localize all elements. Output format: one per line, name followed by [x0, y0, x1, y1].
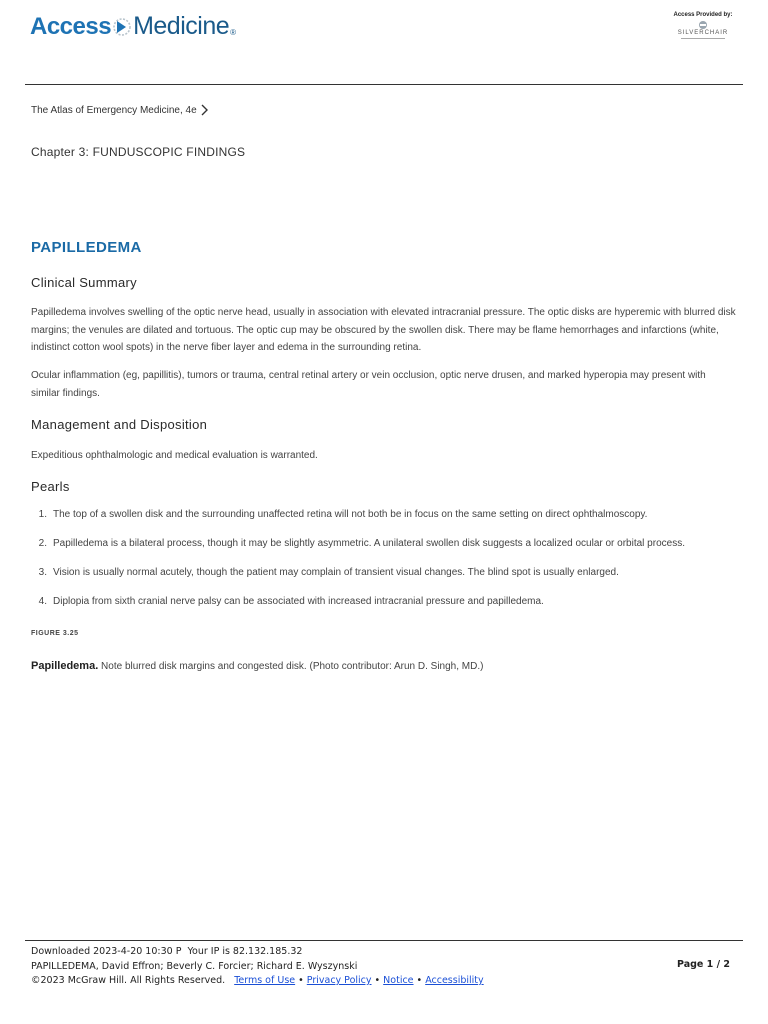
- list-item: [31, 596, 737, 625]
- list-item: [31, 509, 737, 538]
- pearl-text: Vision is usually normal acutely, though the patient may complain of transient visual changes. The blind spot is usually enlarged.: [53, 567, 619, 578]
- breadcrumb-book-title[interactable]: The Atlas of Emergency Medicine, 4e: [31, 104, 197, 116]
- bullet-separator: •: [413, 975, 426, 986]
- silverchair-logo-icon: [697, 20, 709, 30]
- bullet-separator: •: [295, 975, 307, 986]
- footer-divider: [25, 940, 743, 941]
- breadcrumb[interactable]: [31, 104, 208, 116]
- privacy-policy-link[interactable]: Privacy Policy: [306, 975, 372, 986]
- list-item: [31, 567, 737, 596]
- provider-tagline-rule: [681, 38, 725, 39]
- caption-title: Papilledema.: [31, 660, 99, 672]
- article-authors: PAPILLEDEMA, David Effron; Beverly C. Forcier; Richard E. Wyszynski: [31, 960, 358, 972]
- pearl-number: 1.: [38, 509, 47, 520]
- accessibility-link[interactable]: Accessibility: [425, 975, 484, 986]
- page-number: Page 1 / 2: [677, 959, 730, 970]
- logo-medicine-text: Medicine: [133, 12, 230, 40]
- pearl-number: 4.: [38, 596, 47, 607]
- page-footer: [31, 945, 484, 989]
- clinical-summary-heading: Clinical Summary: [31, 275, 137, 290]
- pearl-number: 3.: [38, 567, 47, 578]
- chapter-title: Chapter 3: FUNDUSCOPIC FINDINGS: [31, 145, 246, 159]
- pearl-text: Papilledema is a bilateral process, though it may be slightly asymmetric. A unilateral swollen disk suggests a localized ocular or orbital process.: [53, 538, 685, 549]
- bullet-separator: •: [371, 975, 384, 986]
- pearl-text: The top of a swollen disk and the surrounding unaffected retina will not both be in focus on the same setting on direct ophthalmoscopy.: [53, 509, 648, 520]
- list-item: [31, 538, 737, 567]
- page-header: [0, 0, 768, 84]
- figure-caption: [31, 660, 483, 672]
- logo-access-text: Access: [30, 12, 112, 40]
- clinical-summary-paragraph-1: Papilledema involves swelling of the optic nerve head, usually in association with elevated intracranial pressure. The optic disks are hyperemic with blurred disk margins; the venules are dilated and tortuous. The optic cup may be obscured by the swollen disk. There may be flame hemorrhages and infarctions (white, indistinct cotton wool spots) in the nerve fiber layer and edema in the surrounding retina.: [31, 307, 736, 353]
- management-text: Expeditious ophthalmologic and medical evaluation is warranted.: [31, 450, 318, 461]
- accessmedicine-logo[interactable]: [30, 12, 236, 41]
- copyright-text: ©2023 McGraw Hill. All Rights Reserved.: [31, 975, 235, 986]
- pearl-text: Diplopia from sixth cranial nerve palsy can be associated with increased intracranial pressure and papilledema.: [53, 596, 544, 607]
- notice-link[interactable]: Notice: [383, 975, 414, 986]
- provided-by-label: Access Provided by:: [673, 12, 733, 18]
- registered-mark: ®: [230, 28, 237, 37]
- figure-label: FIGURE 3.25: [31, 630, 79, 637]
- copyright-line: [31, 974, 484, 989]
- header-divider: [25, 84, 743, 85]
- pearls-list: [31, 509, 737, 625]
- pearls-heading: Pearls: [31, 479, 70, 494]
- logo-arrow-icon: [112, 15, 132, 39]
- terms-of-use-link[interactable]: Terms of Use: [234, 975, 296, 986]
- caption-text: Note blurred disk margins and congested disk. (Photo contributor: Arun D. Singh, MD.): [98, 661, 484, 672]
- clinical-summary-paragraph-2: Ocular inflammation (eg, papillitis), tumors or trauma, central retinal artery or vein occlusion, optic nerve drusen, and marked hyperopia may present with similar findings.: [31, 370, 706, 399]
- management-heading: Management and Disposition: [31, 417, 208, 432]
- provider-name: SILVERCHAIR: [677, 30, 729, 36]
- section-title: PAPILLEDEMA: [31, 239, 142, 256]
- download-info: Downloaded 2023-4-20 10:30 P Your IP is 82.132.185.32: [31, 946, 303, 957]
- access-provider: [668, 12, 738, 39]
- chevron-right-icon: [200, 104, 208, 116]
- pearl-number: 2.: [38, 538, 47, 549]
